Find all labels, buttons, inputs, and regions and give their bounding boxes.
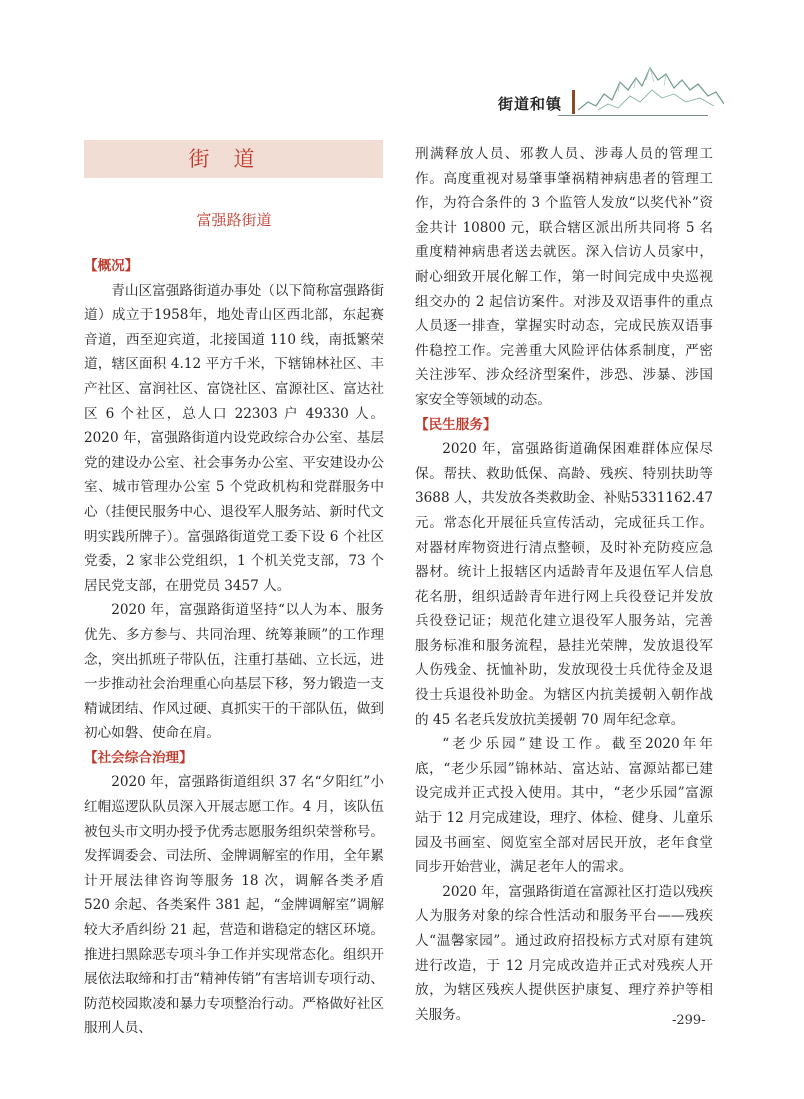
right-column	[415, 142, 713, 1027]
overview-paragraph-2: 2020 年，富强路街道坚持“以人为本、服务优先、多方参与、共同治理、统筹兼顾”的工作理念，突出抓班子带队伍，注重打基础、立长远，进一步推动社会治理重心向基层下移，努力锻造一支精诚团结、作风过硬、真抓实干的干部队伍，做到初心如磐、使命在肩。	[84, 602, 384, 742]
section-banner: 街道	[84, 140, 383, 178]
mountain-range-icon	[578, 60, 724, 116]
livelihood-paragraph-2: “老少乐园”建设工作。截至2020年年底，“老少乐园”锦林站、富达站、富源站都已建设完成并正式投入使用。其中，“老少乐园”富源站于 12 月完成建设，理疗、体检、健身、儿童乐园及书画室、阅览室全部对居民开放，老年食堂同步开始营业，满足老年人的需求。	[415, 736, 713, 876]
section-heading-governance: 【社会综合治理】	[84, 749, 193, 766]
article-title: 富强路街道	[196, 211, 272, 229]
header-rule	[558, 115, 708, 116]
livelihood-paragraph-3: 2020 年，富强路街道在富源社区打造以残疾人为服务对象的综合性活动和服务平台——残疾人“温馨家园”。通过政府招投标方式对原有建筑进行改造，于 12 月完成改造并正式对残疾人开放，为辖区残疾人提供医护康复、理疗养护等相关服务。	[415, 883, 713, 1023]
running-header-title: 街道和镇	[498, 95, 563, 113]
section-heading-livelihood: 【民生服务】	[415, 416, 497, 433]
governance-paragraph-1: 2020 年，富强路街道组织 37 名“夕阳红”小红帽巡逻队队员深入开展志愿工作。4 月，该队伍被包头市文明办授予优秀志愿服务组织荣誉称号。发挥调委会、司法所、金牌调解室的作用，全年累计开展法律咨询等服务 18 次，调解各类矛盾 520 余起、各类案件 381 起，“金牌调解室”调解较大矛盾纠纷 21 起，营造和谐稳定的辖区环境。推进扫黑除恶专项斗争工作并实现常态化。组织开展依法取缔和打击“精神传销”有害培训专项行动、防范校园欺凌和暴力专项整治行动。严格做好社区服刑人员、	[84, 774, 384, 1037]
page-number: -299-	[672, 1013, 706, 1028]
governance-paragraph-continued: 刑满释放人员、邪教人员、涉毒人员的管理工作。高度重视对易肇事肇祸精神病患者的管理工作，为符合条件的 3 个监管人发放“以奖代补”资金共计 10800 元，联合辖区派出所共同将 5 名重度精神病患者送去就医。深入信访人员家中，耐心细致开展化解工作，第一时间完成中央巡视组交办的 2 起信访案件。对涉及双语事件的重点人员逐一排查，掌握实时动态，完成民族双语事件稳控工作。完善重大风险评估体系制度，严密关注涉军、涉众经济型案件，涉恐、涉暴、涉国家安全等领域的动态。	[415, 146, 713, 408]
left-column	[84, 140, 384, 1041]
header-accent-bar	[572, 90, 575, 114]
section-heading-overview: 【概况】	[84, 258, 139, 274]
livelihood-paragraph-1: 2020 年，富强路街道确保困难群体应保尽保。帮扶、救助低保、高龄、残疾、特别扶助等3688 人，共发放各类救助金、补贴5331162.47 元。常态化开展征兵宣传活动，完成征兵工作。对器材库物资进行清点整顿，及时补充防疫应急器材。统计上报辖区内适龄青年及退伍军人信息花名册，组织适龄青年进行网上兵役登记并发放兵役登记证；规范化建立退役军人服务站，完善服务标准和服务流程，悬挂光荣牌，发放退役军人伤残金、抚恤补助，发放现役士兵优待金及退役士兵退役补助金。为辖区内抗美援朝入朝作战的 45 名老兵发放抗美援朝 70 周年纪念章。	[415, 441, 713, 728]
running-header	[0, 60, 804, 120]
overview-paragraph-1: 青山区富强路街道办事处（以下简称富强路街道）成立于1958年，地处青山区西北部，东起赛音道，西至迎宾道，北接国道 110 线，南抵繁荣道，辖区面积 4.12 平方千米，下辖锦林社区、丰产社区、富润社区、富饶社区、富源社区、富达社区 6 个社区，总人口 22303 户 49330 人。2020 年，富强路街道内设党政综合办公室、基层党的建设办公室、社会事务办公室、平安建设办公室、城市管理办公室 5 个党政机构和党群服务中心（挂便民服务中心、退役军人服务站、新时代文明实践所牌子）。富强路街道党工委下设 6 个社区党委，2 家非公党组织，1 个机关党支部，73 个居民党支部，在册党员 3457 人。	[84, 282, 384, 594]
